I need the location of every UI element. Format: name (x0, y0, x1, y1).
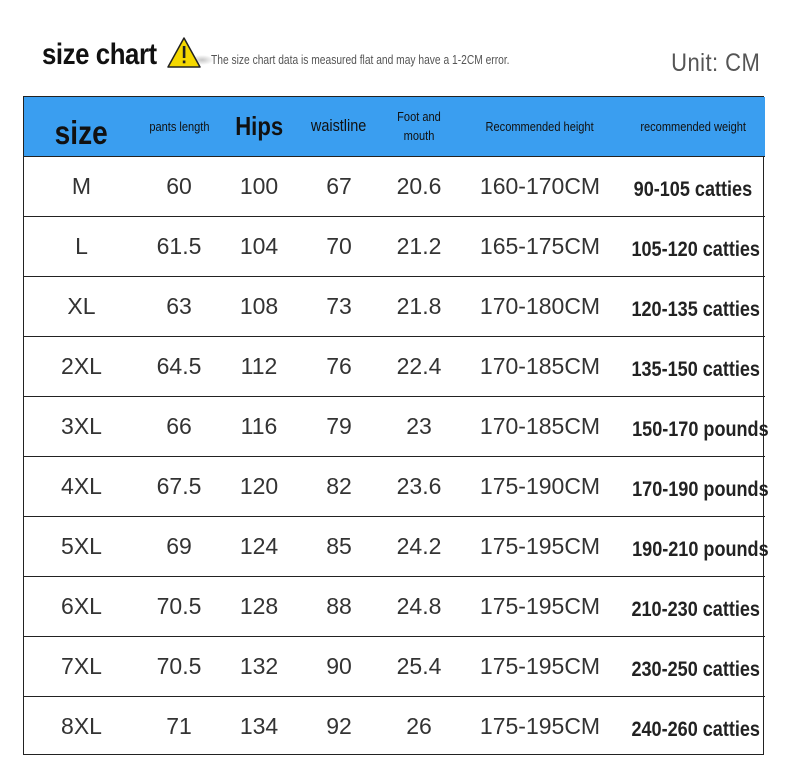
foot-mouth-cell: 25.4 (379, 636, 459, 696)
pants-length-cell: 67.5 (139, 456, 219, 516)
pants-length-cell: 60 (139, 156, 219, 216)
foot-mouth-cell: 26 (379, 696, 459, 756)
height-cell: 175-195CM (459, 576, 621, 636)
table-row (24, 576, 765, 636)
hips-cell: 120 (219, 456, 299, 516)
foot-mouth-cell: 23 (379, 396, 459, 456)
warning-triangle-icon (166, 36, 214, 70)
waistline-cell: 82 (299, 456, 379, 516)
size-cell: 4XL (24, 456, 139, 516)
unit-label: Unit: CM (670, 49, 760, 77)
size-cell: 8XL (24, 696, 139, 756)
waistline-cell: 92 (299, 696, 379, 756)
foot-mouth-cell: 24.2 (379, 516, 459, 576)
foot-mouth-cell: 21.8 (379, 276, 459, 336)
size-cell: 3XL (24, 396, 139, 456)
height-cell: 165-175CM (459, 216, 621, 276)
pants-length-cell: 70.5 (139, 636, 219, 696)
waistline-cell: 73 (299, 276, 379, 336)
height-cell: 160-170CM (459, 156, 621, 216)
table-row (24, 216, 765, 276)
weight-cell: 240-260 catties (621, 696, 765, 756)
height-cell: 175-190CM (459, 456, 621, 516)
hips-cell: 134 (219, 696, 299, 756)
weight-cell: 210-230 catties (621, 576, 765, 636)
foot-mouth-cell: 20.6 (379, 156, 459, 216)
pants-length-cell: 63 (139, 276, 219, 336)
height-cell: 175-195CM (459, 696, 621, 756)
hips-cell: 128 (219, 576, 299, 636)
height-cell: 175-195CM (459, 516, 621, 576)
waistline-cell: 90 (299, 636, 379, 696)
table-row (24, 516, 765, 576)
pants-length-cell: 69 (139, 516, 219, 576)
height-cell: 170-185CM (459, 396, 621, 456)
size-cell: M (24, 156, 139, 216)
height-cell: 175-195CM (459, 636, 621, 696)
size-table (24, 97, 769, 756)
table-row (24, 276, 765, 336)
size-cell: 2XL (24, 336, 139, 396)
foot-mouth-cell: 23.6 (379, 456, 459, 516)
weight-cell: 105-120 catties (621, 216, 765, 276)
waistline-cell: 85 (299, 516, 379, 576)
column-header-foot-and-mouth: Foot and mouth (397, 109, 441, 144)
height-cell: 170-185CM (459, 336, 621, 396)
waistline-cell: 76 (299, 336, 379, 396)
weight-cell: 230-250 catties (621, 636, 765, 696)
size-cell: XL (24, 276, 139, 336)
size-table-frame (23, 96, 769, 755)
pants-length-cell: 61.5 (139, 216, 219, 276)
hips-cell: 112 (219, 336, 299, 396)
hips-cell: 124 (219, 516, 299, 576)
column-header-waistline: waistline (311, 116, 367, 136)
table-row (24, 156, 765, 216)
hips-cell: 100 (219, 156, 299, 216)
weight-cell: 190-210 pounds (621, 516, 765, 576)
size-cell: 6XL (24, 576, 139, 636)
pants-length-cell: 70.5 (139, 576, 219, 636)
hips-cell: 108 (219, 276, 299, 336)
foot-mouth-cell: 22.4 (379, 336, 459, 396)
column-header-pants-length: pants length (148, 118, 210, 134)
weight-cell: 135-150 catties (621, 336, 765, 396)
foot-mouth-cell: 24.8 (379, 576, 459, 636)
weight-cell: 170-190 pounds (621, 456, 765, 516)
table-row (24, 396, 765, 456)
column-header-recommended-height: Recommended height (485, 118, 595, 134)
weight-cell: 120-135 catties (621, 276, 765, 336)
hips-cell: 104 (219, 216, 299, 276)
waistline-cell: 67 (299, 156, 379, 216)
weight-cell: 90-105 catties (621, 156, 765, 216)
column-header-hips: Hips (235, 110, 283, 141)
height-cell: 170-180CM (459, 276, 621, 336)
pants-length-cell: 64.5 (139, 336, 219, 396)
hips-cell: 132 (219, 636, 299, 696)
pants-length-cell: 66 (139, 396, 219, 456)
measurement-note: The size chart data is measured flat and may have a 1-2CM error. (211, 53, 510, 67)
table-row (24, 696, 765, 756)
size-cell: L (24, 216, 139, 276)
hips-cell: 116 (219, 396, 299, 456)
table-header-row (24, 97, 765, 156)
waistline-cell: 70 (299, 216, 379, 276)
weight-cell: 150-170 pounds (621, 396, 765, 456)
size-cell: 7XL (24, 636, 139, 696)
table-row (24, 336, 765, 396)
size-cell: 5XL (24, 516, 139, 576)
page-title: size chart (42, 38, 157, 71)
table-row (24, 636, 765, 696)
waistline-cell: 79 (299, 396, 379, 456)
column-header-size: size (54, 114, 109, 152)
table-row (24, 456, 765, 516)
waistline-cell: 88 (299, 576, 379, 636)
pants-length-cell: 71 (139, 696, 219, 756)
foot-mouth-cell: 21.2 (379, 216, 459, 276)
column-header-recommended-weight: recommended weight (640, 118, 746, 134)
